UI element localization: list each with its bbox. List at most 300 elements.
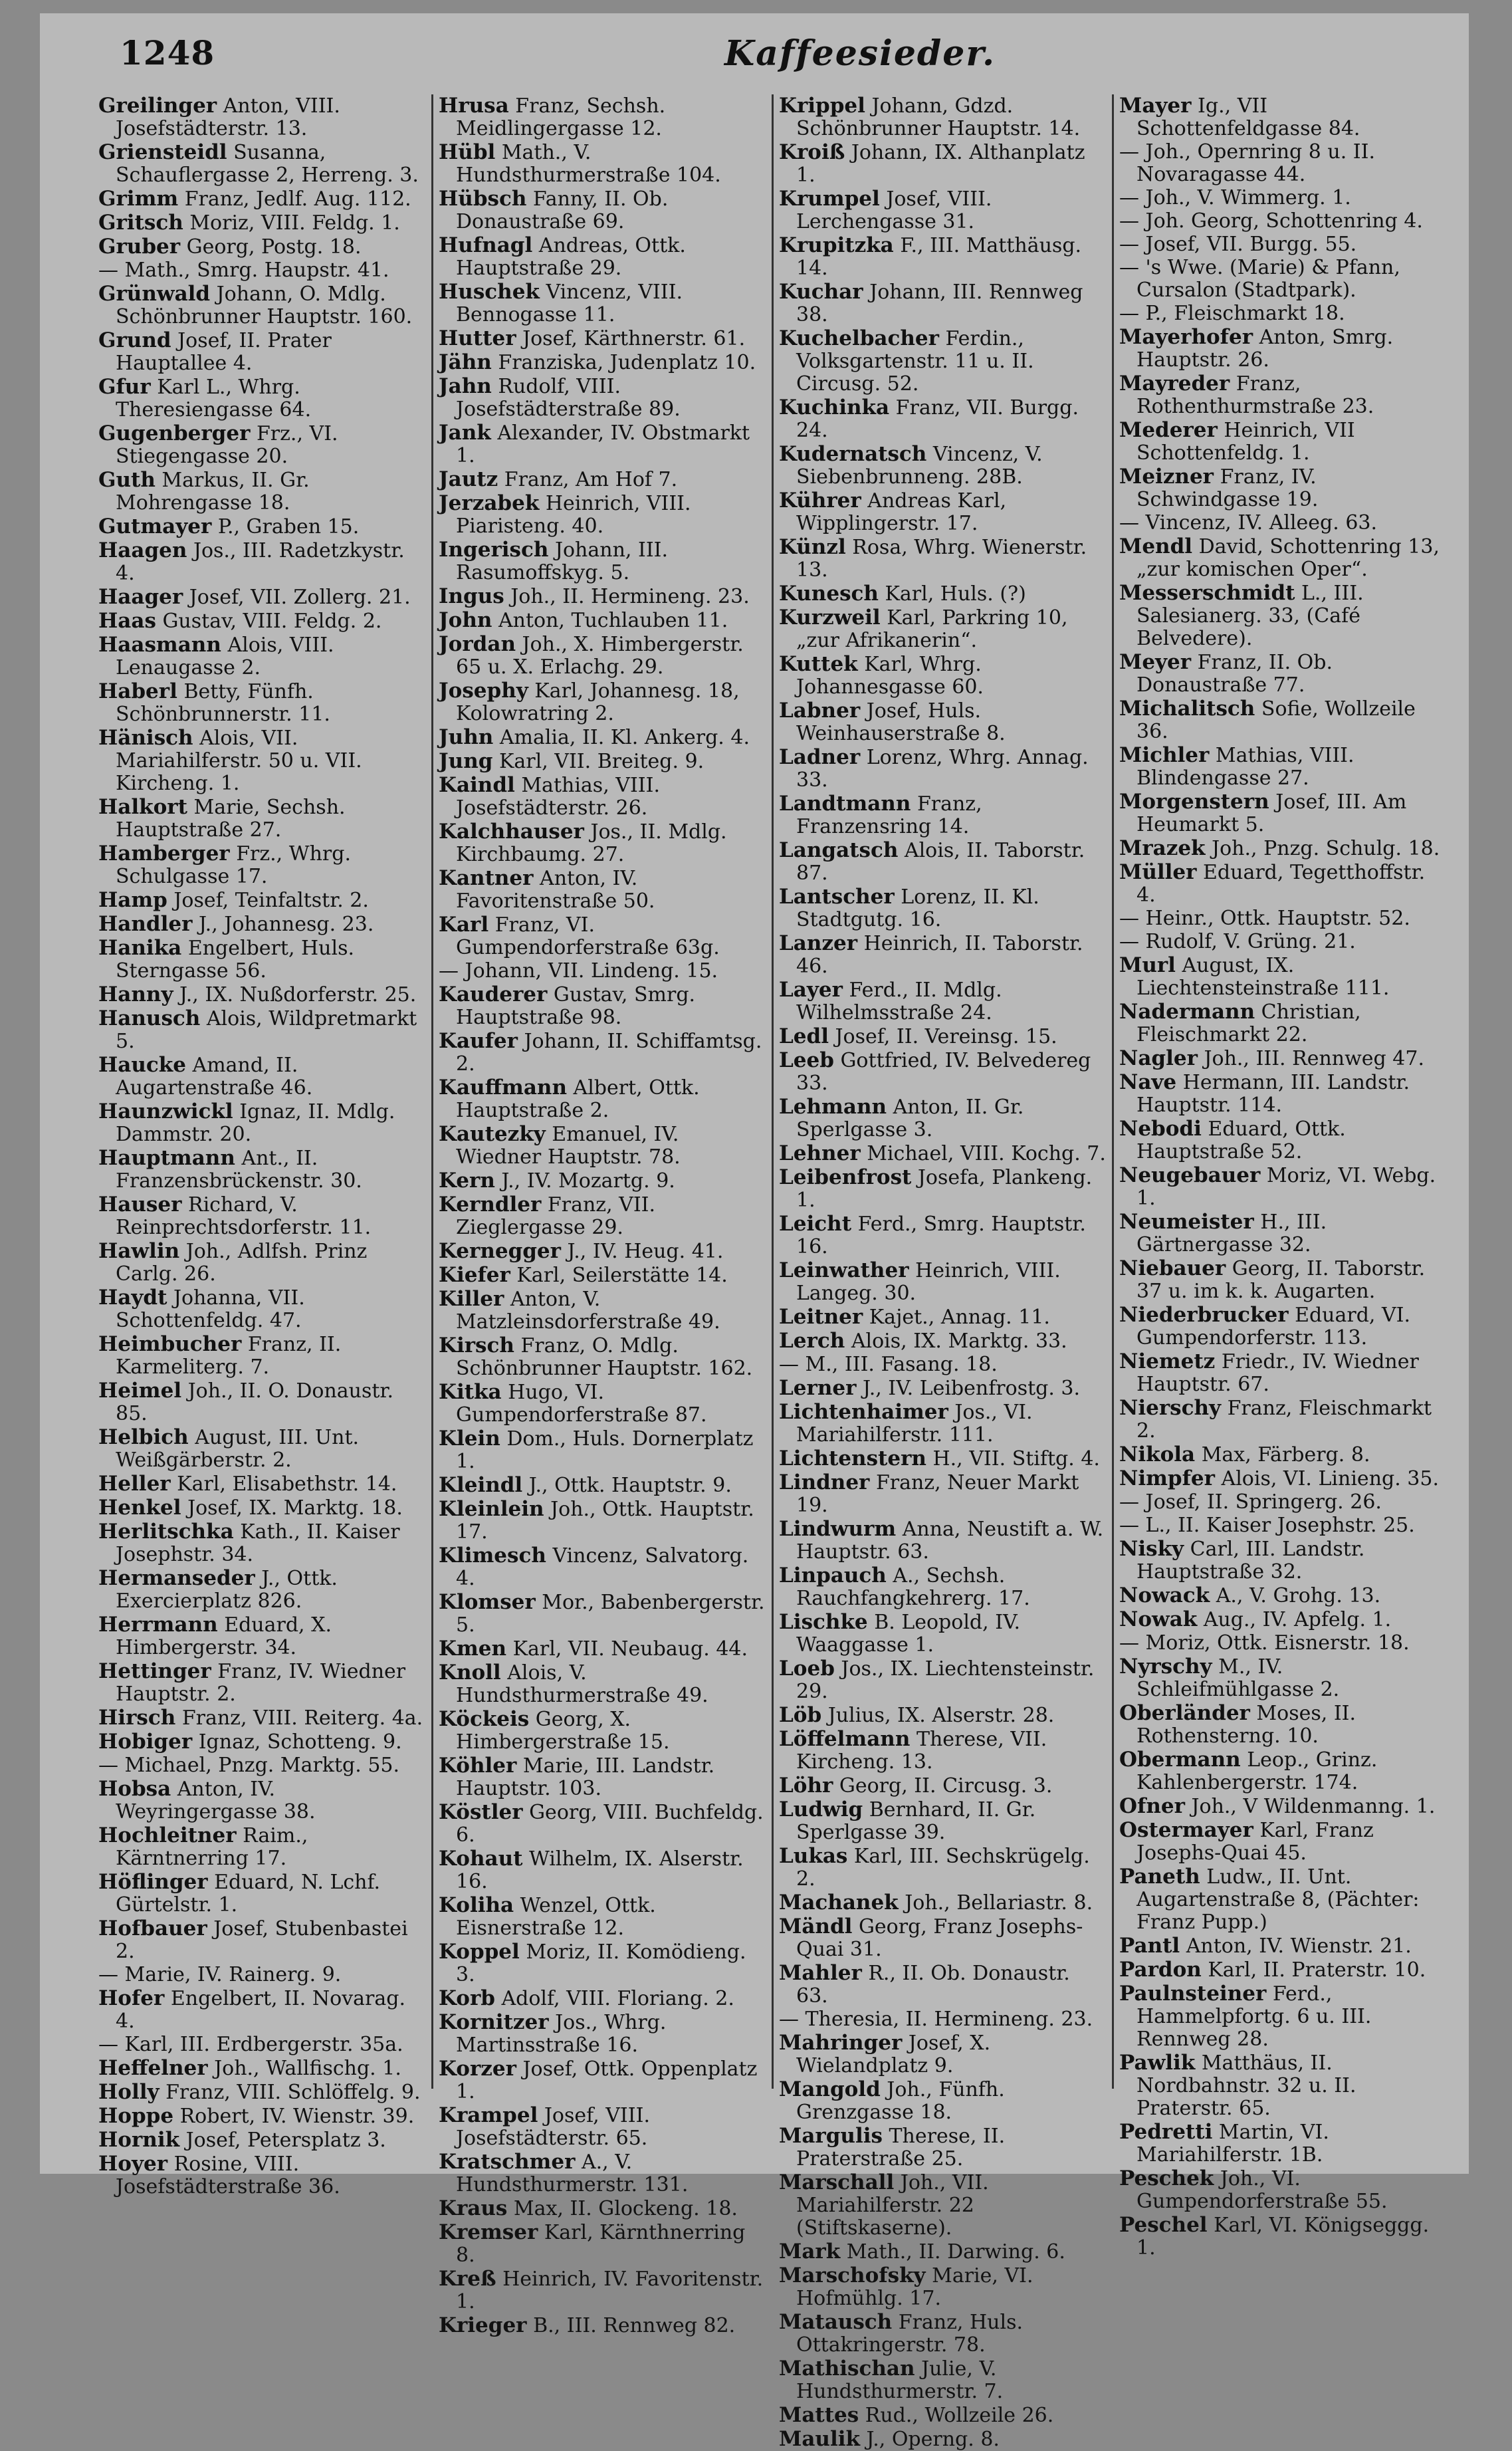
entry-surname: Mayerhofer bbox=[1119, 325, 1253, 349]
directory-entry bbox=[1119, 1350, 1449, 1396]
directory-entry bbox=[98, 211, 426, 235]
entry-details: Heinrich, VIII. Langeg. 30. bbox=[796, 1259, 1061, 1305]
entry-surname: Leinwather bbox=[779, 1258, 909, 1282]
entry-surname: Pawlik bbox=[1119, 2051, 1196, 2075]
entry-details: Eduard, Tegetthoffstr. 4. bbox=[1136, 861, 1426, 907]
entry-details: Josef, Ottk. Oppenplatz 1. bbox=[456, 2057, 758, 2103]
entry-details: Franz, Am Hof 7. bbox=[504, 468, 678, 491]
entry-details: Heinrich, II. Taborstr. 46. bbox=[796, 932, 1083, 978]
entry-details: Alois, VII. Mariahilferstr. 50 u. VII. Kircheng. 1. bbox=[116, 727, 362, 795]
entry-details: Georg, Postg. 18. bbox=[186, 235, 362, 259]
entry-details: Andreas, Ottk. Hauptstraße 29. bbox=[456, 234, 686, 280]
entry-details: Markus, II. Gr. Mohrengasse 18. bbox=[116, 469, 310, 515]
entry-surname: Griensteidl bbox=[98, 140, 227, 164]
directory-entry bbox=[439, 94, 766, 140]
entry-surname: Obermann bbox=[1119, 1748, 1241, 1772]
directory-entry bbox=[779, 1611, 1107, 1657]
entry-surname: Linpauch bbox=[779, 1564, 887, 1587]
entry-surname: Jung bbox=[439, 749, 493, 773]
directory-entry bbox=[779, 932, 1107, 978]
directory-entry bbox=[1119, 2051, 1449, 2120]
entry-surname: Kern bbox=[439, 1169, 495, 1193]
directory-entry bbox=[1119, 1257, 1449, 1303]
directory-entry bbox=[1119, 1934, 1449, 1958]
entry-surname: Messerschmidt bbox=[1119, 581, 1295, 605]
entry-surname: Kiefer bbox=[439, 1263, 510, 1287]
entry-details: — Theresia, II. Hermineng. 23. bbox=[779, 2008, 1093, 2031]
entry-surname: Langatsch bbox=[779, 838, 899, 862]
directory-entry bbox=[779, 1564, 1107, 1610]
directory-entry bbox=[779, 2264, 1107, 2310]
entry-surname: Niemetz bbox=[1119, 1349, 1216, 1373]
entry-surname: Kaindl bbox=[439, 773, 515, 797]
directory-entry bbox=[98, 2129, 426, 2152]
entry-details: Karl, Elisabethstr. 14. bbox=[177, 1472, 397, 1496]
entry-details: Hermann, III. Landstr. Hauptstr. 114. bbox=[1136, 1071, 1410, 1117]
page-number: 1248 bbox=[120, 33, 215, 72]
entry-details: Marie, VI. Hofmühlg. 17. bbox=[796, 2264, 1033, 2310]
entry-details: Josef, Kärthnerstr. 61. bbox=[522, 327, 746, 350]
entry-surname: Hoppe bbox=[98, 2104, 174, 2128]
directory-entry bbox=[779, 1962, 1107, 2008]
entry-surname: Krippel bbox=[779, 94, 865, 118]
entry-details: Joh., V Wildenmanng. 1. bbox=[1191, 1795, 1436, 1818]
directory-entry bbox=[439, 538, 766, 584]
entry-surname: Paulnsteiner bbox=[1119, 1982, 1267, 2006]
entry-surname: Marschall bbox=[779, 2170, 895, 2194]
directory-entry bbox=[98, 610, 426, 633]
entry-surname: Lichtenstern bbox=[779, 1447, 926, 1470]
directory-entry bbox=[439, 1474, 766, 1497]
entry-details: Johann, O. Mdlg. Schönbrunner Hauptstr. 160. bbox=[116, 283, 413, 328]
directory-entry bbox=[1119, 651, 1449, 697]
entry-details: Johann, III. Rasumoffskyg. 5. bbox=[456, 538, 669, 584]
entry-surname: Koliha bbox=[439, 1893, 514, 1917]
entry-details: — Karl, III. Erdbergerstr. 35a. bbox=[98, 2033, 403, 2056]
entry-surname: Leitner bbox=[779, 1305, 863, 1329]
entry-surname: Pantl bbox=[1119, 1934, 1180, 1958]
entry-surname: Klimesch bbox=[439, 1544, 546, 1568]
page-header bbox=[120, 33, 1449, 80]
directory-entry bbox=[98, 727, 426, 795]
entry-surname: Lukas bbox=[779, 1844, 848, 1868]
directory-entry bbox=[98, 1917, 426, 1963]
directory-entry bbox=[779, 2404, 1107, 2427]
entry-details: Joh., Pnzg. Schulg. 18. bbox=[1212, 837, 1440, 860]
entry-details: Vincenz, V. Siebenbrunneng. 28B. bbox=[796, 443, 1043, 489]
entry-surname: Hanny bbox=[98, 983, 173, 1006]
directory-entry bbox=[439, 633, 766, 679]
entry-surname: Hermanseder bbox=[98, 1566, 255, 1590]
directory-entry bbox=[1119, 1397, 1449, 1443]
entry-details: Robert, IV. Wienstr. 39. bbox=[179, 2105, 415, 2128]
entry-details: Rosa, Whrg. Wienerstr. 13. bbox=[796, 536, 1087, 582]
entry-details: Karl, Parkring 10, „zur Afrikanerin“. bbox=[796, 606, 1068, 652]
entry-details: Josef, II. Vereinsg. 15. bbox=[835, 1025, 1057, 1048]
entry-details: Karl, Franz Josephs-Quai 45. bbox=[1136, 1819, 1374, 1865]
entry-surname: Kornitzer bbox=[439, 2010, 549, 2034]
entry-surname: Meyer bbox=[1119, 650, 1192, 674]
directory-entry bbox=[779, 1728, 1107, 1774]
entry-surname: Hornik bbox=[98, 2128, 180, 2152]
directory-entry bbox=[98, 515, 426, 538]
entry-details: Amand, II. Augartenstraße 46. bbox=[116, 1054, 313, 1100]
entry-surname: Labner bbox=[779, 699, 861, 723]
entry-surname: Krupitzka bbox=[779, 233, 894, 257]
directory-entry bbox=[1119, 465, 1449, 511]
entry-details: Franz, II. Ob. Donaustraße 77. bbox=[1136, 651, 1333, 697]
directory-entry bbox=[1119, 1467, 1449, 1490]
directory-entry bbox=[98, 259, 426, 282]
directory-entry bbox=[98, 1778, 426, 1823]
entry-surname: Krampel bbox=[439, 2103, 538, 2127]
entry-details: Karl, Whrg. Johannesgasse 60. bbox=[796, 653, 984, 699]
entry-surname: Künzl bbox=[779, 535, 846, 559]
entry-surname: Lanzer bbox=[779, 931, 858, 955]
entry-details: — Joh., Opernring 8 u. II. Novaragasse 44. bbox=[1119, 140, 1376, 186]
directory-entry bbox=[98, 1520, 426, 1566]
directory-entry bbox=[439, 1754, 766, 1800]
entry-details: Albert, Ottk. Hauptstraße 2. bbox=[456, 1076, 700, 1122]
directory-entry bbox=[98, 1871, 426, 1917]
entry-surname: Köstler bbox=[439, 1800, 523, 1824]
entry-details: Josef, Teinfaltstr. 2. bbox=[173, 889, 369, 912]
entry-surname: Hamp bbox=[98, 888, 167, 912]
entry-details: Karl, Johannesg. 18, Kolowratring 2. bbox=[456, 679, 740, 725]
directory-entry bbox=[1119, 1819, 1449, 1865]
directory-entry bbox=[439, 774, 766, 820]
entry-surname: Mattes bbox=[779, 2403, 859, 2427]
entry-details: Frz., VI. Stiegengasse 20. bbox=[116, 422, 338, 468]
entry-details: Anton, Tuchlauben 11. bbox=[498, 609, 728, 632]
directory-entry bbox=[1119, 372, 1449, 418]
entry-details: Frz., Whrg. Schulgasse 17. bbox=[116, 842, 351, 888]
entry-surname: Köckeis bbox=[439, 1707, 530, 1731]
directory-entry bbox=[1119, 2121, 1449, 2166]
entry-details: L., III. Salesianerg. 33, (Café Belvedere). bbox=[1136, 582, 1364, 650]
directory-entry bbox=[1119, 2214, 1449, 2260]
entry-details: A., V. Grohg. 13. bbox=[1216, 1584, 1381, 1607]
entry-surname: Mayer bbox=[1119, 94, 1192, 118]
entry-details: Wilhelm, IX. Alserstr. 16. bbox=[456, 1847, 744, 1893]
entry-surname: Hufnagl bbox=[439, 233, 533, 257]
entry-details: Anton, VIII. Josefstädterstr. 13. bbox=[116, 94, 340, 140]
entry-surname: Hauser bbox=[98, 1193, 182, 1217]
entry-details: J., Ottk. Exercierplatz 826. bbox=[116, 1567, 338, 1613]
directory-entry bbox=[1119, 326, 1449, 372]
entry-surname: Haydt bbox=[98, 1286, 167, 1310]
entry-surname: Nowack bbox=[1119, 1583, 1210, 1607]
directory-entry bbox=[779, 1049, 1107, 1095]
directory-entry bbox=[779, 582, 1107, 606]
directory-entry bbox=[439, 1334, 766, 1380]
entry-details: Josef, Huls. Weinhauserstraße 8. bbox=[796, 699, 1006, 745]
entry-surname: Marschofsky bbox=[779, 2264, 926, 2287]
directory-entry bbox=[1119, 1047, 1449, 1070]
directory-entry bbox=[98, 1964, 426, 1986]
directory-entry bbox=[439, 1427, 766, 1473]
entry-surname: Klomser bbox=[439, 1590, 536, 1614]
entry-details: Gottfried, IV. Belvedereg 33. bbox=[796, 1049, 1091, 1095]
column-1 bbox=[93, 94, 433, 2198]
entry-surname: Grimm bbox=[98, 187, 179, 211]
directory-entry bbox=[1119, 907, 1449, 930]
entry-surname: Heller bbox=[98, 1472, 171, 1496]
directory-entry bbox=[779, 2125, 1107, 2170]
entry-surname: Kührer bbox=[779, 489, 861, 513]
directory-entry bbox=[439, 1940, 766, 1986]
directory-entry bbox=[439, 1987, 766, 2010]
entry-details: Christian, Fleischmarkt 22. bbox=[1136, 1000, 1361, 1046]
directory-entry bbox=[98, 1824, 426, 1870]
entry-details: Joh., Wallfischg. 1. bbox=[214, 2057, 401, 2080]
entry-details: Franz, II. Karmeliterg. 7. bbox=[116, 1333, 342, 1379]
directory-entry bbox=[439, 820, 766, 866]
entry-surname: Kirsch bbox=[439, 1334, 514, 1357]
entry-details: Ant., II. Franzensbrückenstr. 30. bbox=[116, 1147, 362, 1193]
entry-details: Joh., II. O. Donaustr. 85. bbox=[116, 1379, 394, 1425]
directory-entry bbox=[1119, 582, 1449, 650]
directory-entry bbox=[98, 1147, 426, 1193]
directory-entry bbox=[779, 979, 1107, 1024]
entry-details: Kath., II. Kaiser Josephstr. 34. bbox=[116, 1520, 400, 1566]
directory-entry bbox=[779, 396, 1107, 442]
entry-details: Franz, IV. Wiedner Hauptstr. 2. bbox=[116, 1660, 406, 1706]
entry-details: J., IV. Leibenfrostg. 3. bbox=[863, 1377, 1081, 1400]
entry-details: Kajet., Annag. 11. bbox=[869, 1306, 1050, 1329]
entry-details: Mathias, VIII. Josefstädterstr. 26. bbox=[456, 774, 661, 820]
directory-entry bbox=[779, 699, 1107, 745]
directory-entry bbox=[98, 842, 426, 888]
entry-surname: Kleinlein bbox=[439, 1497, 544, 1521]
entry-surname: Leicht bbox=[779, 1212, 852, 1236]
directory-entry bbox=[98, 2057, 426, 2080]
directory-entry bbox=[98, 889, 426, 912]
entry-surname: Hauptmann bbox=[98, 1146, 235, 1170]
entry-details: Therese, VII. Kircheng. 13. bbox=[796, 1728, 1047, 1774]
directory-entry bbox=[1119, 187, 1449, 209]
entry-surname: Nave bbox=[1119, 1070, 1177, 1094]
entry-details: Georg, VIII. Buchfeldg. 6. bbox=[456, 1801, 764, 1847]
entry-surname: Morgenstern bbox=[1119, 790, 1269, 814]
entry-surname: Haager bbox=[98, 585, 183, 609]
directory-entry bbox=[779, 1377, 1107, 1400]
entry-details: Emanuel, IV. Wiedner Hauptstr. 78. bbox=[456, 1123, 681, 1169]
directory-entry bbox=[779, 1330, 1107, 1353]
entry-details: Anton, IV. Favoritenstraße 50. bbox=[456, 867, 655, 913]
directory-entry bbox=[439, 1661, 766, 1707]
entry-surname: Nisky bbox=[1119, 1537, 1184, 1561]
entry-details: Gustav, VIII. Feldg. 2. bbox=[162, 610, 382, 633]
entry-details: Alexander, IV. Obstmarkt 1. bbox=[456, 421, 750, 467]
entry-surname: Löffelmann bbox=[779, 1727, 911, 1751]
entry-surname: Gfur bbox=[98, 375, 151, 399]
directory-entry bbox=[1119, 1491, 1449, 1514]
entry-surname: Grünwald bbox=[98, 282, 211, 306]
directory-entry bbox=[98, 1100, 426, 1146]
entry-details: A., V. Hundsthurmerstr. 131. bbox=[456, 2151, 689, 2196]
entry-surname: Nadermann bbox=[1119, 1000, 1255, 1024]
entry-surname: Jautz bbox=[439, 467, 498, 491]
entry-details: Josef, IX. Marktg. 18. bbox=[187, 1496, 403, 1520]
directory-entry bbox=[98, 1379, 426, 1425]
entry-details: Julius, IX. Alserstr. 28. bbox=[827, 1704, 1055, 1727]
entry-surname: Ludwig bbox=[779, 1798, 863, 1821]
entry-surname: Oberländer bbox=[1119, 1701, 1250, 1725]
entry-surname: Haas bbox=[98, 609, 156, 633]
entry-surname: Gritsch bbox=[98, 211, 183, 235]
entry-details: — Michael, Pnzg. Marktg. 55. bbox=[98, 1754, 400, 1777]
directory-entry bbox=[439, 679, 766, 725]
entry-details: — Josef, VII. Burgg. 55. bbox=[1119, 233, 1357, 256]
entry-surname: Kuchinka bbox=[779, 396, 890, 419]
entry-details: Moriz, VIII. Feldg. 1. bbox=[189, 211, 400, 235]
directory-entry bbox=[1119, 1538, 1449, 1583]
entry-details: R., II. Ob. Donaustr. 63. bbox=[796, 1962, 1070, 2008]
entry-surname: Hofer bbox=[98, 1986, 165, 2010]
entry-surname: Heffelner bbox=[98, 2056, 208, 2080]
entry-details: Math., V. Hundsthurmerstraße 104. bbox=[456, 141, 721, 187]
directory-entry bbox=[98, 1730, 426, 1754]
entry-surname: Peschel bbox=[1119, 2213, 1208, 2237]
directory-entry bbox=[779, 746, 1107, 792]
entry-surname: Hutter bbox=[439, 326, 516, 350]
entry-surname: Lindner bbox=[779, 1470, 870, 1494]
entry-details: Amalia, II. Kl. Ankerg. 4. bbox=[499, 726, 750, 749]
entry-surname: Kerndler bbox=[439, 1193, 542, 1217]
entry-surname: Hobsa bbox=[98, 1777, 171, 1801]
directory-entry bbox=[779, 443, 1107, 489]
directory-entry bbox=[1119, 1958, 1449, 1982]
entry-details: Ignaz, Schotteng. 9. bbox=[198, 1730, 402, 1754]
entry-details: Matthäus, II. Nordbahnstr. 32 u. II. Praterstr. 65. bbox=[1136, 2051, 1356, 2120]
directory-entry bbox=[779, 839, 1107, 885]
directory-entry bbox=[779, 792, 1107, 838]
directory-entry bbox=[439, 1264, 766, 1287]
directory-entry bbox=[439, 1288, 766, 1334]
entry-surname: Kuchar bbox=[779, 280, 863, 304]
entry-surname: Huschek bbox=[439, 280, 540, 304]
entry-details: Franz, VI. Gumpendorferstraße 63g. bbox=[456, 913, 720, 959]
directory-entry bbox=[779, 489, 1107, 535]
directory-entry bbox=[779, 885, 1107, 931]
entry-details: Mathias, VIII. Blindengasse 27. bbox=[1136, 744, 1354, 790]
entry-details: Franz, Franzensring 14. bbox=[796, 792, 982, 838]
entry-details: Karl, II. Praterstr. 10. bbox=[1208, 1958, 1426, 1982]
entry-details: Joh., Adlfsh. Prinz Carlg. 26. bbox=[116, 1240, 368, 1286]
entry-details: Rosine, VIII. Josefstädterstraße 36. bbox=[116, 2153, 340, 2198]
entry-details: Joh., Fünfh. Grenzgasse 18. bbox=[796, 2078, 1005, 2124]
directory-entry bbox=[98, 1660, 426, 1706]
entry-details: — Joh., V. Wimmerg. 1. bbox=[1119, 186, 1351, 209]
entry-surname: Peschek bbox=[1119, 2166, 1214, 2190]
page-title: Kaffeesieder. bbox=[724, 33, 996, 74]
entry-surname: Murl bbox=[1119, 953, 1176, 977]
entry-details: Anton, II. Gr. Sperlgasse 3. bbox=[796, 1096, 1024, 1141]
entry-surname: Kuchelbacher bbox=[779, 326, 939, 350]
entry-details: Aug., IV. Apfelg. 1. bbox=[1203, 1608, 1392, 1631]
entry-surname: Ingus bbox=[439, 584, 504, 608]
entry-surname: Kuttek bbox=[779, 652, 858, 676]
entry-surname: Heimel bbox=[98, 1379, 182, 1403]
directory-entry bbox=[1119, 419, 1449, 465]
entry-details: Math., II. Darwing. 6. bbox=[846, 2240, 1065, 2264]
entry-details: Johann, IX. Althanplatz 1. bbox=[796, 141, 1085, 187]
entry-surname: Landtmann bbox=[779, 792, 911, 816]
entry-surname: Leibenfrost bbox=[779, 1165, 912, 1189]
entry-surname: Leeb bbox=[779, 1048, 834, 1072]
entry-surname: Gruber bbox=[98, 235, 181, 259]
entry-details: Joh., VI. Gumpendorferstraße 55. bbox=[1136, 2167, 1388, 2213]
entry-details: August, IX. Liechtensteinstraße 111. bbox=[1136, 954, 1390, 1000]
directory-entry bbox=[1119, 210, 1449, 233]
directory-entry bbox=[98, 796, 426, 842]
directory-entry bbox=[98, 235, 426, 259]
entry-surname: Hobiger bbox=[98, 1730, 193, 1754]
entry-surname: Knoll bbox=[439, 1661, 501, 1685]
directory-entry bbox=[439, 867, 766, 913]
directory-entry bbox=[779, 536, 1107, 582]
entry-details: Julie, V. Hundsthurmerstr. 7. bbox=[796, 2357, 1004, 2403]
directory-entry bbox=[439, 234, 766, 280]
entry-details: Ludw., II. Unt. Augartenstraße 8, (Pächter: Franz Pupp.) bbox=[1136, 1865, 1420, 1934]
entry-surname: Loeb bbox=[779, 1657, 835, 1681]
entry-details: — Josef, II. Springerg. 26. bbox=[1119, 1490, 1382, 1514]
entry-details: Anton, V. Matzleinsdorferstraße 49. bbox=[456, 1288, 720, 1334]
entry-details: Ig., VII Schottenfeldgasse 84. bbox=[1136, 94, 1360, 140]
directory-entry bbox=[439, 585, 766, 608]
directory-entry bbox=[779, 1845, 1107, 1891]
entry-details: Josefa, Plankeng. 1. bbox=[796, 1166, 1093, 1212]
directory-entry bbox=[98, 1426, 426, 1472]
entry-details: Eduard, Ottk. Hauptstraße 52. bbox=[1136, 1117, 1346, 1163]
entry-surname: Handler bbox=[98, 912, 193, 936]
directory-entry bbox=[779, 187, 1107, 233]
entry-surname: Nimpfer bbox=[1119, 1466, 1215, 1490]
directory-entry bbox=[98, 1496, 426, 1520]
entry-surname: Lerch bbox=[779, 1329, 845, 1353]
directory-entry bbox=[439, 1847, 766, 1893]
entry-surname: Mändl bbox=[779, 1915, 853, 1938]
directory-entry bbox=[779, 234, 1107, 280]
entry-details: Engelbert, II. Novarag. 4. bbox=[116, 1987, 405, 2033]
directory-entry bbox=[439, 1498, 766, 1544]
entry-surname: Kunesch bbox=[779, 582, 879, 606]
entry-details: — Joh. Georg, Schottenring 4. bbox=[1119, 209, 1423, 233]
entry-surname: Hrusa bbox=[439, 94, 509, 118]
entry-surname: Haunzwickl bbox=[98, 1100, 233, 1123]
entry-details: Eduard, X. Himbergerstr. 34. bbox=[116, 1613, 332, 1659]
entry-surname: Krumpel bbox=[779, 187, 880, 211]
entry-details: Joh., Ottk. Hauptstr. 17. bbox=[456, 1498, 754, 1544]
entry-surname: Hawlin bbox=[98, 1239, 180, 1263]
directory-entry bbox=[98, 913, 426, 936]
directory-entry bbox=[439, 2268, 766, 2313]
entry-surname: Pedretti bbox=[1119, 2120, 1213, 2144]
entry-details: Josef, VIII. Lerchengasse 31. bbox=[796, 187, 992, 233]
entry-details: Anton, IV. Weyringergasse 38. bbox=[116, 1778, 316, 1823]
entry-surname: Kantner bbox=[439, 866, 534, 890]
entry-details: Adolf, VIII. Floriang. 2. bbox=[501, 1987, 734, 2010]
entry-details: J., IV. Heug. 41. bbox=[567, 1240, 724, 1263]
entry-details: Lorenz, Whrg. Annag. 33. bbox=[796, 746, 1089, 792]
entry-details: B., III. Rennweg 82. bbox=[533, 2314, 736, 2337]
entry-details: Josef, III. Am Heumarkt 5. bbox=[1136, 790, 1407, 836]
directory-entry bbox=[439, 281, 766, 326]
entry-details: Moses, II. Rothensterng. 10. bbox=[1136, 1702, 1356, 1748]
entry-details: Therese, II. Praterstraße 25. bbox=[796, 2125, 1006, 2170]
entry-details: Marie, Sechsh. Hauptstraße 27. bbox=[116, 796, 346, 842]
